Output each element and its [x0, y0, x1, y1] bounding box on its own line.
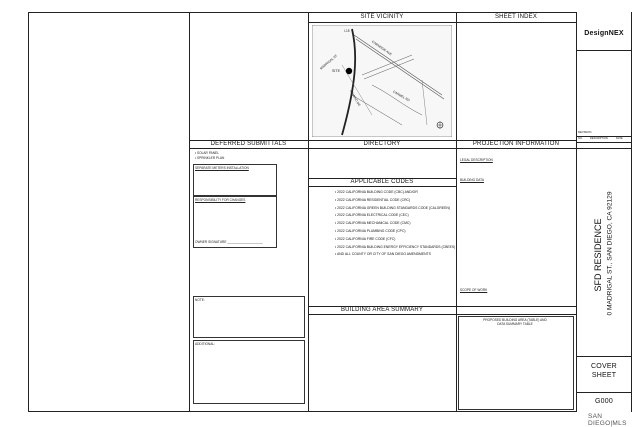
code-item: • 2022 CALIFORNIA BUILDING CODE (CBC) AND/OR: [335, 190, 418, 194]
codes-list: [335, 190, 455, 260]
col-divider-2: [308, 12, 309, 412]
area-summary-box-title: PROPOSED BUILDING AREA (TABLE) AND DATA SUMMARY TABLE: [483, 318, 547, 327]
building-data-title: BUILDING DATA: [460, 178, 484, 182]
sheet-index-title: SHEET INDEX: [494, 14, 538, 20]
top-border: [28, 12, 576, 13]
deferred-item-solar: • SOLAR PANEL: [195, 151, 219, 155]
tb-line-4: [576, 148, 632, 149]
building-area-summary-title: BUILDING AREA SUMMARY: [340, 307, 424, 313]
map-road-i15: I-15: [344, 29, 350, 33]
note-title: NOTE:: [195, 298, 205, 302]
applicable-codes-title: APPLICABLE CODES: [350, 179, 414, 185]
code-item: • 2022 CALIFORNIA BUILDING ENERGY EFFICIENCY STANDARDS (CBEES): [335, 244, 456, 249]
map-road-camino: CAMINO DE: [348, 89, 362, 107]
area-header-line-2: [308, 314, 576, 315]
tb-line-3: [576, 142, 632, 143]
right-border: [576, 12, 577, 412]
changes-box-title: RESPONSIBILITY FOR CHANGES: [195, 198, 246, 202]
rev-col-no: NO.: [578, 137, 583, 140]
site-vicinity-title: SITE VICINITY: [360, 14, 404, 20]
sheet-number: G000: [595, 398, 613, 405]
vicinity-map: [312, 25, 452, 137]
deferred-submittals-title: DEFERRED SUBMITTALS: [210, 141, 287, 147]
map-road-madrigal: MADRIGAL ST: [319, 53, 339, 71]
directory-title: DIRECTORY: [363, 141, 401, 147]
codes-header-line-2: [308, 186, 456, 187]
code-item: • AND ALL COUNTY OR CITY OF SAN DIEGO AMENDMENTS: [335, 252, 431, 257]
additional-note-title: ADDITIONAL:: [195, 342, 216, 346]
code-item: • 2022 CALIFORNIA PLUMBING CODE (CPC): [335, 228, 406, 233]
meters-box-title: SEPARATE METERS INSTALLATION: [195, 166, 249, 170]
map-road-carnegie: CARNEGIE AVE: [371, 39, 393, 57]
code-item: • 2022 CALIFORNIA FIRE CODE (CFC): [335, 236, 396, 241]
deferred-item-sprinkler: • SPRINKLER PLAN: [195, 156, 225, 160]
bottom-border: [28, 411, 576, 412]
brand-logo-text: DesignNEX: [584, 30, 624, 37]
tb-line-5: [576, 356, 632, 357]
tb-line-1: [576, 50, 632, 51]
site-marker: [346, 68, 352, 74]
area-summary-box: [458, 316, 574, 410]
col-divider-1: [189, 12, 190, 412]
code-item: • 2022 CALIFORNIA MECHANICAL CODE (CMC): [335, 221, 411, 226]
project-address: 0 MADRIGAL ST., SAN DIEGO, CA 92129: [606, 191, 614, 316]
map-road-carmel: CARMEL RD: [392, 89, 411, 103]
tb-right-border: [631, 12, 632, 412]
left-border: [28, 12, 29, 412]
code-item: • 2022 CALIFORNIA RESIDENTIAL CODE (CRC): [335, 197, 411, 202]
sheet-title: COVER SHEET: [591, 363, 617, 379]
note-box: [193, 296, 305, 338]
projection-information-title: PROJECTION INFORMATION: [472, 141, 560, 147]
revision-label: REVISION: [578, 130, 592, 134]
mls-watermark: SAN DIEGO|MLS: [588, 413, 627, 427]
header-row-line: [308, 22, 576, 23]
rev-col-description: DESCRIPTION: [590, 137, 608, 140]
map-site-label: SITE: [332, 69, 340, 73]
rev-col-date: DATE: [616, 137, 623, 140]
legal-description-title: LEGAL DESCRIPTION: [460, 158, 493, 162]
tb-line-6: [576, 392, 632, 393]
mid-header-line: [189, 148, 576, 149]
code-item: • 2022 CALIFORNIA ELECTRICAL CODE (CEC): [335, 213, 409, 218]
scope-of-work-title: SCOPE OF WORK: [460, 288, 488, 292]
additional-note-box: [193, 340, 305, 404]
col-divider-3: [456, 12, 457, 412]
owner-signature-line: OWNER SIGNATURE ____________________: [195, 240, 263, 244]
code-item: • 2022 CALIFORNIA GREEN BUILDING STANDARDS CODE (CALGREEN): [335, 205, 450, 210]
project-name: SFD RESIDENCE: [593, 218, 603, 292]
